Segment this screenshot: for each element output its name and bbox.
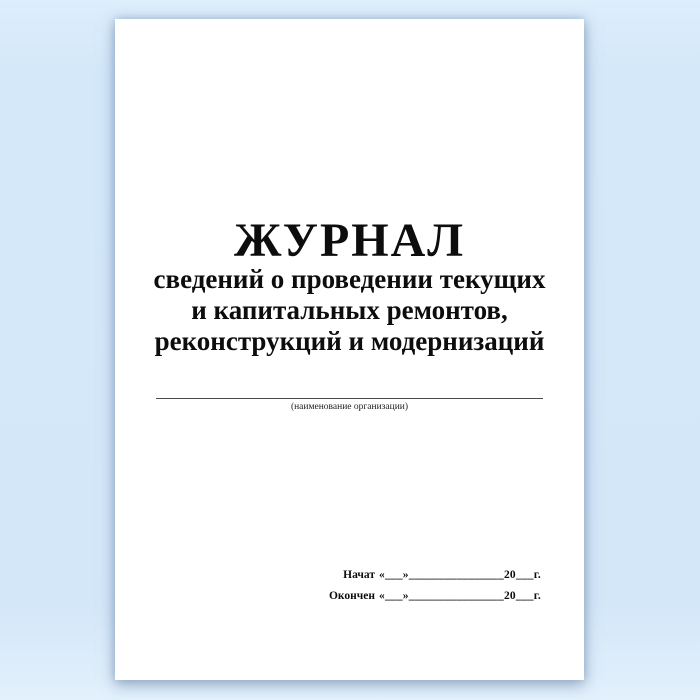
journal-cover-page <box>115 19 584 680</box>
start-date-blank: «___»________________20___г. <box>379 569 541 581</box>
end-date-blank: «___»________________20___г. <box>379 590 541 602</box>
end-date-line <box>265 590 541 603</box>
start-date-label: Начат <box>343 569 375 581</box>
page-subtitle <box>115 264 584 357</box>
organization-name-blank-line <box>156 379 543 399</box>
subtitle-line-1: сведений о проведении текущих <box>153 264 546 294</box>
end-date-label: Окончен <box>328 590 375 602</box>
start-date-line <box>265 569 541 582</box>
organization-name-caption: (наименование организации) <box>290 402 409 412</box>
subtitle-line-3: реконструкций и модернизаций <box>154 326 545 356</box>
subtitle-line-2: и капитальных ремонтов, <box>191 295 508 325</box>
page-title: ЖУРНАЛ <box>233 214 466 267</box>
